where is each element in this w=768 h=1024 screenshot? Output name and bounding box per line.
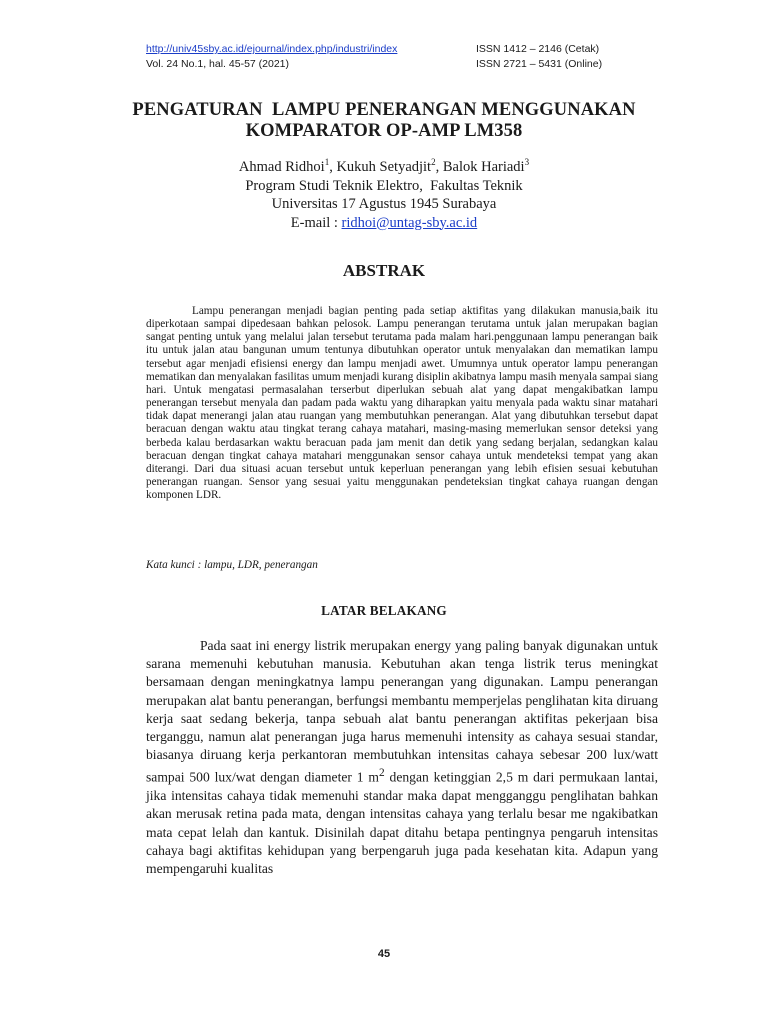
paper-title-line2: KOMPARATOR OP-AMP LM358 xyxy=(245,121,523,141)
affiliation-university: Universitas 17 Agustus 1945 Surabaya xyxy=(271,196,497,212)
body-text-part2: dengan ketinggian 2,5 m dari permukaan lantai, jika intensitas cahaya tidak memenuhi standar maka dapat mengganggu penglihatan bahkan akan merusak retina pada mata, dengan intensitas cahaya yang terlalu besar me ngakibatkan mata cepat lelah dan kantuk. Disinilah dapat ditahu betapa pentingnya pengaruh intensitas cahaya bagi aktifitas kehidupan yang berpengaruh juga pada kesehatan kita. Adapun yang mempengaruhi kualitas xyxy=(146,769,658,876)
keywords: Kata kunci : lampu, LDR, penerangan xyxy=(146,559,318,571)
author-affiliation-mark: 2 xyxy=(431,157,436,168)
author-separator: , xyxy=(329,159,337,175)
author-affiliation-mark: 3 xyxy=(524,157,530,168)
abstract-text: Lampu penerangan menjadi bagian penting pada setiap aktifitas yang dilakukan manusia,baik itu diperkotaan sampai dipedesaan bahkan pelosok. Lampu penerangan terutama untuk jalan merupakan bagian sangat penting untuk yang melalui jalan tersebut terutama pada malam hari.penggunaan lampu penerangan baik itu untuk jalan atau bangunan umum tentunya dibutuhkan operator untuk menyalakan dan mematikan lampu tersebut agar menjadi efisiensi energy dan lampu menjadi awet. Umumnya untuk operator lampu penerangan mematikan dan menyalakan fasilitas umum menjadi kurang disiplin akibatnya lampu masih menyala sampai siang hari. Untuk mengatasi permasalahan terserbut diperlukan sebuah alat yang dapat mengakibatkan lampu penerangan tersebut menyala dan padam pada waktu yang diharapkan yaitu menyala pada waktu sinar matahari tidak dapat menerangi jalan atau ruangan yang membutuhkan penerangan. Alat yang dibutuhkan tersebut dapat beracuan dengan waktu atau tingkat terang cahaya matahari, masing-masing memerlukan sensor deteksi yang berbeda kalau berdasarkan waktu beracuan pada jam menit dan detik yang sedang berjalan, sedangkan kalau beracuan dengan tingkat cahaya matahari menggunakan sensor cahaya untuk mendeteksi tempat yang akan diterangi. Dari dua situasi acuan tersebut untuk keperluan penerangan yang lebih efisien sesuai kebutuhan penerangan ruangan. Sensor yang sesuai yaitu menggunakan pendeteksian tingkat cahaya ruangan dengan komponen LDR. xyxy=(146,305,658,502)
email-link[interactable]: ridhoi@untag-sby.ac.id xyxy=(341,214,478,231)
author-name: Balok Hariadi xyxy=(442,159,525,175)
body-superscript: 2 xyxy=(379,767,385,780)
email-label: E-mail : xyxy=(290,214,342,231)
issn-print: ISSN 1412 – 2146 (Cetak) xyxy=(476,43,600,55)
header-row-top xyxy=(146,42,622,57)
author-block xyxy=(120,158,648,232)
issn-online: ISSN 2721 – 5431 (Online) xyxy=(476,58,603,70)
affiliation-program: Program Studi Teknik Elektro, Fakultas Teknik xyxy=(245,177,523,194)
author-affiliation-mark: 1 xyxy=(324,157,330,168)
paper-title xyxy=(120,100,648,142)
paper-title-line1: PENGATURAN LAMPU PENERANGAN MENGGUNAKAN xyxy=(132,100,636,120)
body-text-part1: Pada saat ini energy listrik merupakan energy yang paling banyak digunakan untuk sarana memenuhi kebutuhan manusia. Kebutuhan akan tenga listrik terus meningkat bersamaan dengan meningkatnya lampu penerangan yang digunakan. Lampu penerangan merupakan alat bantu penerangan, berfungsi membantu memperjelas penglihatan kita diruang kerja saat sedang bekerja, tanpa sebuah alat bantu penerangan aktifitas pekerjaan bisa terganggu, namun alat penerangan juga harus memenuhi intensity as cahaya sesuai standar, biasanya diruang kerja perkantoran membutuhkan intensitas cahaya sebesar 200 lux/watt sampai 500 lux/wat dengan diameter 1 m xyxy=(146,638,658,785)
volume-info: Vol. 24 No.1, hal. 45-57 (2021) xyxy=(146,58,290,70)
author-separator: , xyxy=(435,159,443,175)
body-paragraph xyxy=(146,637,658,878)
email-line xyxy=(120,214,648,233)
section-heading: LATAR BELAKANG xyxy=(321,603,447,618)
header-row-bottom xyxy=(146,57,622,72)
abstract-heading: ABSTRAK xyxy=(342,261,426,280)
page-number: 45 xyxy=(377,948,391,960)
author-name: Kukuh Setyadjit xyxy=(336,159,432,175)
author-name: Ahmad Ridhoi xyxy=(238,159,325,175)
author-list xyxy=(120,158,648,177)
journal-url-link[interactable]: http://univ45sby.ac.id/ejournal/index.php/industri/index xyxy=(146,43,398,55)
journal-header xyxy=(146,42,622,72)
